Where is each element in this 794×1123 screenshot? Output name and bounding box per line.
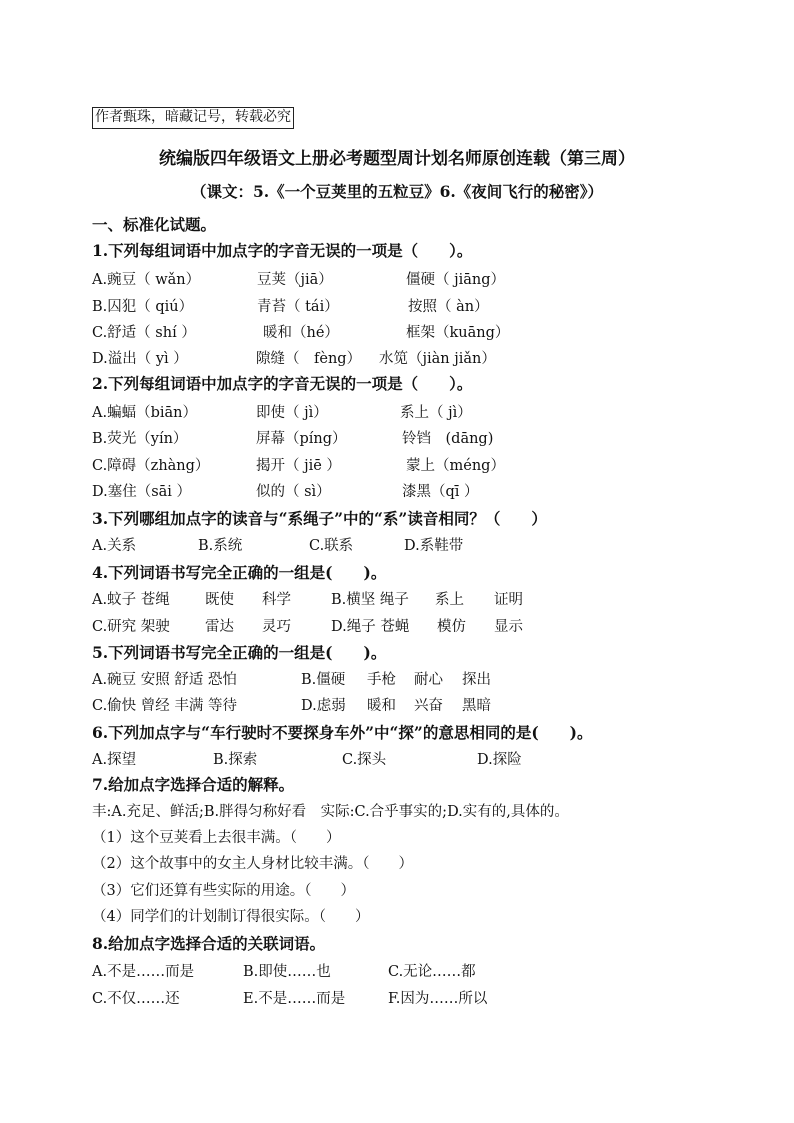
q2-b-3: 铃铛 (dāng) [402,431,494,447]
q3-option-b: B.系统 [198,538,243,554]
q1-d-1: D.溢出（ yì ） [92,351,188,367]
section-heading: 一、标准化试题。 [92,215,217,234]
q7-item-4: （4）同学们的计划制订得很实际。（ ） [92,909,370,925]
q5-d-word-2: 暖和 [367,698,396,714]
q2-d-3: 漆黑（qī ） [402,484,479,500]
q5-b-word-3: 耐心 [414,672,443,688]
q2-d-2: 似的（ sì） [256,484,331,500]
q1-b-2: 青苔（ tái） [257,299,339,315]
page-subtitle: （课文：5.《一个豆荚里的五粒豆》6.《夜间飞行的秘密》） [190,182,604,201]
watermark-box: 作者甄珠，暗藏记号，转载必究 [92,107,294,129]
q2-a-1: A.蝙蝠（biān） [92,405,197,421]
question-6-stem: 6.下列加点字与“车行驶时不要探身车外”中“探”的意思相同的是( )。 [92,723,593,742]
q4-d-words: D.绳子 苍蝇 [331,619,410,635]
q1-a-2: 豆荚（jiā） [257,272,333,288]
question-2-stem: 2.下列每组词语中加点字的字音无误的一项是（ ）。 [92,374,473,393]
q5-d-word-3: 兴奋 [414,698,443,714]
q5-a-words: A.碗豆 安照 舒适 恐怕 [92,672,237,688]
q1-b-3: 按照（ àn） [408,299,489,315]
q4-row-1 [92,588,712,612]
q4-a-word-4: 科学 [262,592,291,608]
q1-c-3: 框架（kuāng） [406,325,510,341]
q7-item-3: （3）它们还算有些实际的用途。（ ） [92,883,355,899]
q3-option-c: C.联系 [309,538,354,554]
q4-c-word-3: 雷达 [205,619,234,635]
q4-a-words: A.蚊子 苍绳 [92,592,170,608]
q4-b-word-3: 系上 [435,592,464,608]
question-8-stem: 8.给加点字选择合适的关联词语。 [92,934,326,953]
page-title: 统编版四年级语文上册必考题型周计划名师原创连载（第三周） [159,149,635,169]
q2-b-1: B.荧光（yín） [92,431,188,447]
q8-option-c: C.无论……都 [388,964,476,980]
q5-b-word-4: 探出 [462,672,491,688]
q1-row-a [92,268,712,292]
q1-row-b [92,295,712,319]
q8-option-e: E.不是……而是 [243,991,346,1007]
q2-c-3: 蒙上（méng） [406,458,505,474]
q2-row-a [92,401,712,425]
q5-b-word-1: B.僵硬 [301,672,346,688]
question-3-stem: 3.下列哪组加点字的读音与“系绳子”中的“系”读音相同？（ ） [92,509,547,528]
q4-c-word-4: 灵巧 [262,619,291,635]
q1-d-3: 水笕（jiàn jiǎn） [379,351,496,367]
q1-c-2: 暖和（hé） [263,325,339,341]
q5-c-words: C.偷快 曾经 丰满 等待 [92,698,238,714]
q4-row-2 [92,615,712,639]
q2-a-2: 即使（ jì） [256,405,328,421]
q7-definitions: 丰:A.充足、鲜活;B.胖得匀称好看 实际:C.合乎事实的;D.实有的,具体的。 [92,804,569,820]
q5-b-word-2: 手枪 [367,672,396,688]
q3-options [92,534,712,558]
q4-d-word-3: 模仿 [437,619,466,635]
q1-row-d [92,347,712,371]
q4-b-words: B.横坚 绳子 [331,592,409,608]
question-1-stem: 1.下列每组词语中加点字的字音无误的一项是（ ）。 [92,241,473,260]
q5-d-word-4: 黑暗 [462,698,491,714]
q8-option-a: A.不是……而是 [92,964,195,980]
q2-row-d [92,480,712,504]
q5-row-1 [92,668,712,692]
q1-d-2: 隙缝（ fèng） [256,351,362,367]
q1-row-c [92,321,712,345]
q1-b-1: B.囚犯（ qiú） [92,299,194,315]
q6-option-a: A.探望 [92,752,137,768]
q4-d-word-4: 显示 [494,619,523,635]
question-5-stem: 5.下列词语书写完全正确的一组是( )。 [92,643,387,662]
q3-option-d: D.系鞋带 [404,538,464,554]
q6-options [92,748,712,772]
q5-row-2 [92,694,712,718]
q6-option-d: D.探险 [477,752,522,768]
q6-option-c: C.探头 [342,752,387,768]
q4-c-words: C.研究 架驶 [92,619,170,635]
q8-option-f: F.因为……所以 [388,991,488,1007]
q2-c-1: C.障碍（zhàng） [92,458,210,474]
q1-a-3: 僵硬（ jiāng） [406,272,506,288]
q2-a-3: 系上（ jì） [400,405,472,421]
q8-row-2 [92,987,712,1011]
q4-b-word-4: 证明 [494,592,523,608]
q8-option-b: B.即使……也 [243,964,331,980]
question-4-stem: 4.下列词语书写完全正确的一组是( )。 [92,563,387,582]
q7-item-1: （1）这个豆荚看上去很丰满。（ ） [92,830,341,846]
q2-d-1: D.塞住（sāi ） [92,484,192,500]
q1-c-1: C.舒适（ shí ） [92,325,196,341]
q4-a-word-3: 既使 [205,592,234,608]
q8-row-1 [92,960,712,984]
q6-option-b: B.探索 [213,752,258,768]
q1-a-1: A.豌豆（ wǎn） [92,272,201,288]
q2-row-c [92,454,712,478]
question-7-stem: 7.给加点字选择合适的解释。 [92,775,295,794]
q2-row-b [92,427,712,451]
q5-d-word-1: D.虑弱 [301,698,346,714]
q7-item-2: （2）这个故事中的女主人身材比较丰满。（ ） [92,856,413,872]
q2-c-2: 揭开（ jiē ） [256,458,341,474]
q3-option-a: A.关系 [92,538,137,554]
q2-b-2: 屏幕（píng） [256,431,347,447]
q8-option-c2: C.不仅……还 [92,991,180,1007]
